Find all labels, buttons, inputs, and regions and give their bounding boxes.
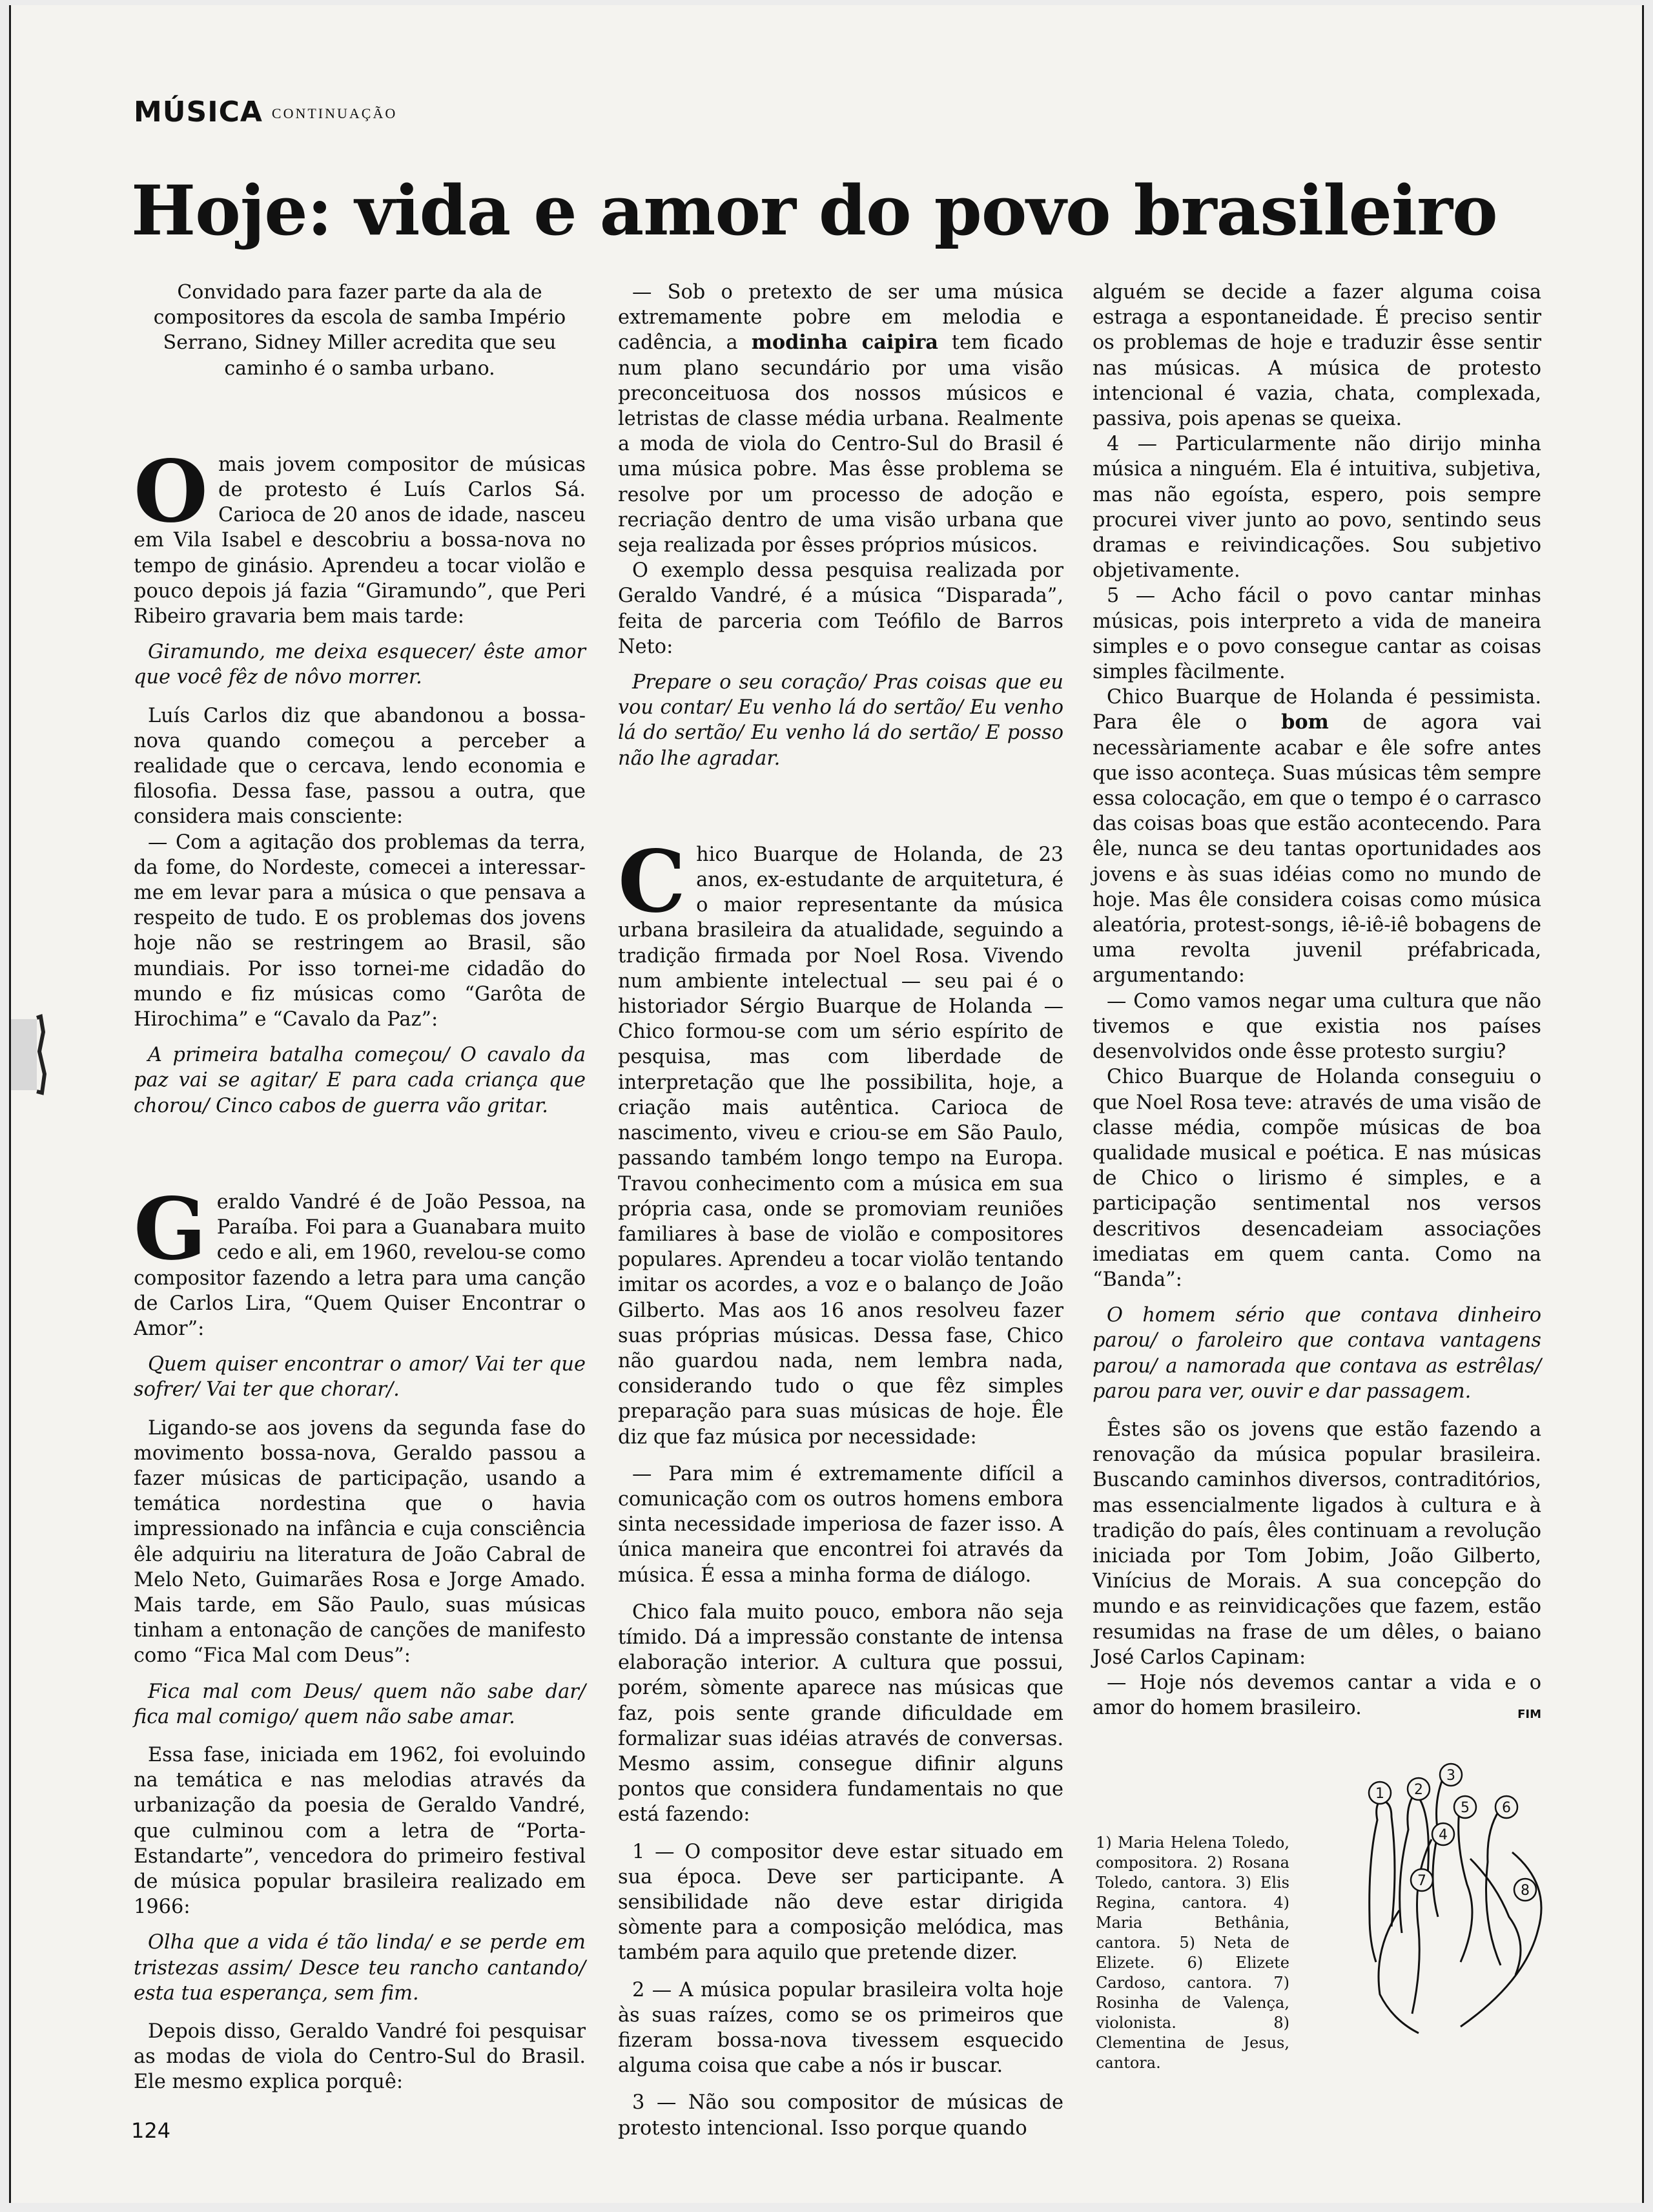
paragraph: — Como vamos negar uma cultura que não tivemos e que existia nos países desenvolvidos onde êsse protesto surgiu?: [1093, 989, 1541, 1064]
figure-label: 7: [1417, 1873, 1426, 1889]
paragraph: 2 — A música popular brasileira volta hoje às suas raízes, como se os primeiros que fizeram bossa-nova tivessem esquecido alguma coisa que cabe a nós ir buscar.: [618, 1978, 1063, 2078]
figure-label: 4: [1439, 1827, 1448, 1843]
lyrics: A primeira batalha começou/ O cavalo da paz vai se agitar/ E para cada criança que chorou/ Cinco cabos de guerra vão gritar.: [134, 1044, 586, 1117]
paragraph-text: Chico Buarque de Holanda é pessimista. Para êle o: [1093, 686, 1541, 734]
paragraph: — Com a agitação dos problemas da terra, da fome, do Nordeste, comecei a interessar-me em levar para a música o que pensava a respeito de tudo. E os problemas dos jovens hoje não se restringem ao Brasil, são mundiais. Por isso tornei-me cidadão do mundo e fiz músicas como “Garôta de Hirochima” e “Cavalo da Paz”:: [134, 831, 586, 1031]
paragraph: Luís Carlos diz que abandonou a bossa-nova quando começou a perceber a realidade que o cercava, lendo economia e filosofia. Dessa fase, passou a outra, que considera mais consciente:: [134, 704, 586, 829]
paragraph: Ligando-se aos jovens da segunda fase do movimento bossa-nova, Geraldo passou a fazer músicas de participação, usando a temática nordestina que o havia impressionado na infância e cuja consciência êle adquiriu na literatura de João Cabral de Melo Neto, Guimarães Rosa e Jorge Amado. Mais tarde, em São Paulo, suas músicas tinham a entonação de canções de manifesto como “Fica Mal com Deus”:: [134, 1416, 586, 1668]
paragraph: — Para mim é extremamente difícil a comunicação com os outros homens embora sinta necessidade imperiosa de fazer isso. A única maneira que encontrei foi através da música. É essa a minha forma de diálogo.: [618, 1462, 1063, 1587]
figure-label: 1: [1375, 1786, 1384, 1802]
end-mark: FIM: [1517, 1708, 1541, 1722]
paragraph: [134, 1179, 586, 1341]
paragraph: 5 — Acho fácil o povo cantar minhas músicas, pois interpreto a vida de maneira simples e o povo consegue cantar as coisas simples fàcilmente.: [1093, 584, 1541, 684]
paragraph-text: eraldo Vandré é de João Pessoa, na Paraíba. Foi para a Guanabara muito cedo e ali, em 1960, revelou-se como compositor fazendo a letra para uma canção de Carlos Lira, “Quem Quiser Encontrar o Amor”:: [134, 1190, 586, 1340]
section-continuation: CONTINUAÇÃO: [271, 105, 398, 121]
section-label: [134, 96, 397, 129]
paragraph: [134, 441, 586, 629]
column-1: [134, 280, 586, 2095]
lyrics: O homem sério que contava dinheiro parou/ o faroleiro que contava vantagens parou/ a namorada que contava as estrêlas/ parou para ver, ouvir e dar passagem.: [1093, 1304, 1541, 1403]
figure-label: 5: [1461, 1800, 1470, 1816]
paragraph: Depois disso, Geraldo Vandré foi pesquisar as modas de viola do Centro-Sul do Brasil. Ele mesmo explica porquê:: [134, 2020, 586, 2094]
paragraph-text: tem ficado num plano secundário por uma visão preconceituosa dos nossos músicos e letristas de classe média urbana. Realmente a moda de viola do Centro-Sul do Brasil é uma música pobre. Mas êsse problema se resolve por um processo de adoção e recriação dentro de uma visão urbana que seja realizada por êsses próprios músicos.: [618, 331, 1063, 557]
paragraph: Êstes são os jovens que estão fazendo a renovação da música popular brasileira. Buscando caminhos diversos, contraditórios, mas essencialmente ligados à cultura e à tradição do país, êles continuam a revolução iniciada por Tom Jobim, João Gilberto, Vinícius de Morais. A sua concepção do mundo e as reinvidicações que fazem, estão resumidas na frase de um dêles, o baiano José Carlos Capinam:: [1093, 1418, 1541, 1669]
magazine-page: [9, 5, 1644, 2203]
lyrics: Fica mal com Deus/ quem não sabe dar/ fica mal comigo/ quem não sabe amar.: [134, 1680, 586, 1728]
paragraph: [618, 280, 1063, 558]
figure-label: 2: [1414, 1782, 1423, 1798]
figure-label: 6: [1502, 1800, 1511, 1816]
figure-caption: 1) Maria Helena Toledo, compositora. 2) Rosana Toledo, cantora. 3) Elis Regina, cantora. 4) Maria Bethânia, cantora. 5) Neta de Elizete. 6) Elizete Cardoso, cantora. 7) Rosinha de Valença, violonista. 8) Clementina de Jesus, cantora.: [1096, 1834, 1289, 2072]
paragraph: [1093, 685, 1541, 988]
lyrics: Giramundo, me deixa esquecer/ êste amor que você fêz de nôvo morrer.: [134, 641, 586, 689]
lyrics: Prepare o seu coração/ Pras coisas que eu vou contar/ Eu venho lá do sertão/ Eu venho lá do sertão/ Eu venho lá do sertão/ E posso não lhe agradar.: [618, 671, 1063, 770]
section-title: MÚSICA: [134, 96, 263, 129]
paragraph: 4 — Particularmente não dirijo minha música a ninguém. Ela é intuitiva, subjetiva, mas não egoísta, espero, pois sempre procurei viver junto ao povo, sentindo seus dramas e reivindicações. Sou subjetivo objetivamente.: [1093, 433, 1541, 583]
paragraph-text: hico Buarque de Holanda, de 23 anos, ex-estudante de arquitetura, é o maior representante da música urbana brasileira da atualidade, seguindo a tradição firmada por Noel Rosa. Vivendo num ambiente intelectual — seu pai é o historiador Sérgio Buarque de Holanda — Chico formou-se com um sério espírito de pesquisa, mas com liberdade de interpretação que lhe possibilita, hoje, a criação mais autêntica. Carioca de nascimento, viveu e criou-se em São Paulo, passando também longo tempo na Europa. Travou conhecimento com a música em sua própria casa, onde se promoviam reuniões familiares à base de violão e compositores populares. Aprendeu a tocar violão tentando imitar os acordes, a voz e o balanço de João Gilberto. Mas aos 16 anos resolveu fazer suas próprias músicas. Dessa fase, Chico não guardou nada, nem lembra nada, considerando tudo o que fêz simples preparação para suas músicas de hoje. Êle diz que faz música por necessidade:: [618, 843, 1063, 1449]
headline: Hoje: vida e amor do povo brasileiro: [131, 170, 1497, 251]
paragraph: Essa fase, iniciada em 1962, foi evoluindo na temática e nas melodias através da urbanização da poesia de Geraldo Vandré, que culminou com a letra de “Porta-Estandarte”, vencedora do primeiro festival de música popular brasileira realizado em 1966:: [134, 1743, 586, 1919]
paragraph: Chico fala muito pouco, embora não seja tímido. Dá a impressão constante de intensa elaboração interior. A cultura que possui, porém, sòmente aparece nas músicas que faz, pois sente grande dificuldade em formalizar suas idéias através de conversas. Mesmo assim, consegue difinir alguns pontos que considera fundamentais no que está fazendo:: [618, 1600, 1063, 1826]
paragraph-text: mais jovem compositor de músicas de protesto é Luís Carlos Sá. Carioca de 20 anos de idade, nasceu em Vila Isabel e descobriu a bossa-nova no tempo de ginásio. Aprendeu a tocar violão e pouco depois já fazia “Giramundo”, que Peri Ribeiro gravaria bem mais tarde:: [134, 453, 586, 628]
lyrics: Quem quiser encontrar o amor/ Vai ter que sofrer/ Vai ter que chorar/.: [134, 1353, 586, 1401]
drop-cap: C: [618, 831, 686, 932]
paper-clip-mark: [11, 1013, 50, 1097]
paragraph: O exemplo dessa pesquisa realizada por Geraldo Vandré, é a música “Disparada”, feita de parceria com Teófilo de Barros Neto:: [618, 559, 1063, 658]
paragraph: [1093, 1670, 1541, 1721]
lyrics: Olha que a vida é tão linda/ e se perde em tristezas assim/ Desce teu rancho cantando/ esta tua esperança, sem fim.: [134, 1931, 586, 2005]
column-3: [1093, 280, 1541, 1727]
bold-term: modinha caipira: [751, 331, 938, 355]
drop-cap: O: [134, 441, 208, 542]
column-2: [618, 280, 1063, 2141]
paragraph: alguém se decide a fazer alguma coisa estraga a espontaneidade. É preciso sentir os problemas de hoje e traduzir êsse sentir nas músicas. A música de protesto intencional é vazia, chata, complexada, passiva, pois apenas se queixa.: [1093, 281, 1541, 431]
paragraph-text: de agora vai necessàriamente acabar e êle sofre antes que isso aconteça. Suas músicas têm sempre essa colocação, em que o tempo é o carrasco das coisas boas que estão acontecendo. Para êle, nunca se deu tantas oportunidades aos jovens e às suas idéias como no mundo de hoje. Mas êle considera coisas como música aleatória, protest-songs, iê-iê-iê bobagens de uma revolta juvenil préfabricada, argumentando:: [1093, 711, 1541, 987]
paragraph: Chico Buarque de Holanda conseguiu o que Noel Rosa teve: através de uma visão de classe média, compõe músicas de boa qualidade musical e poética. E nas músicas de Chico o lirismo é simples, e a participação sentimental nos versos descritivos desencadeiam associações imediatas em quem canta. Como na “Banda”:: [1093, 1066, 1541, 1291]
paragraph-text: — Hoje nós devemos cantar a vida e o amor do homem brasileiro.: [1093, 1671, 1541, 1720]
paragraph: [618, 831, 1063, 1450]
bold-term: bom: [1281, 710, 1329, 734]
paragraph-text: — Sob o pretexto de ser uma música extremamente pobre em melodia e cadência, a: [618, 281, 1063, 355]
paragraph: 3 — Não sou compositor de músicas de protesto intencional. Isso porque quando: [618, 2091, 1063, 2140]
drop-cap: G: [134, 1179, 207, 1279]
group-illustration: [1360, 1762, 1567, 2040]
figure-label: 3: [1446, 1768, 1455, 1784]
page-number: 124: [131, 2118, 171, 2143]
figure-label: 8: [1521, 1883, 1530, 1899]
paragraph: 1 — O compositor deve estar situado em sua época. Deve ser participante. A sensibilidade não deve estar dirigida sòmente para a composição melódica, mas também para aquilo que pretende dizer.: [618, 1840, 1063, 1965]
intro-text: Convidado para fazer parte da ala de compositores da escola de samba Império Serrano, Sidney Miller acredita que seu caminho é o samba urbano.: [153, 281, 566, 380]
